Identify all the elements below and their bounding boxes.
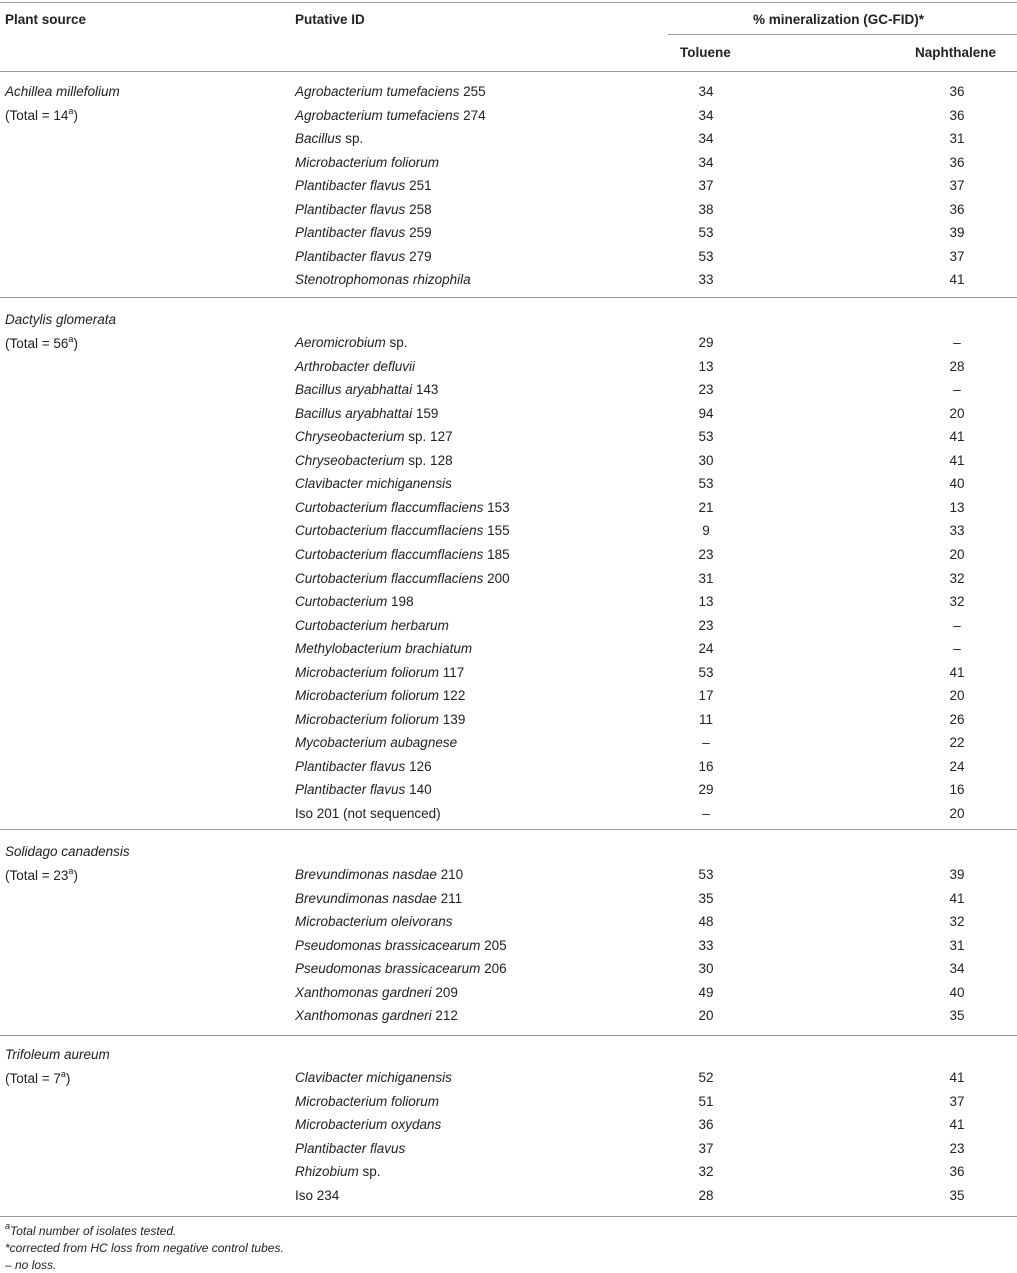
toluene-value-text: –: [702, 735, 710, 750]
plant-total-label: (Total = 7: [5, 1071, 61, 1086]
species-name: Chryseobacterium: [295, 429, 405, 444]
species-name: Curtobacterium flaccumflaciens: [295, 500, 484, 515]
putative-id: [295, 1117, 441, 1133]
putative-id: [295, 782, 432, 798]
header-plant-source: Plant source: [5, 12, 87, 27]
toluene-value-text: 11: [699, 712, 714, 727]
toluene-value-text: 29: [698, 782, 714, 797]
species-name: Curtobacterium herbarum: [295, 618, 449, 633]
species-name: Microbacterium foliorum: [295, 1094, 440, 1109]
putative-id: [295, 335, 408, 351]
species-name: Microbacterium foliorum: [295, 688, 440, 703]
toluene-value-text: 13: [698, 359, 714, 374]
strain-number: sp.: [358, 1164, 381, 1179]
plant-total-close: ): [73, 108, 78, 123]
species-name: Curtobacterium flaccumflaciens: [295, 523, 484, 538]
putative-id: [295, 806, 441, 822]
strain-number: 185: [483, 547, 510, 562]
toluene-value-text: 33: [698, 938, 714, 953]
species-name: Plantibacter flavus: [295, 225, 406, 240]
toluene-value-text: 38: [698, 202, 714, 217]
putative-id: [295, 272, 471, 288]
naphthalene-value-text: 35: [949, 1188, 965, 1203]
toluene-value-text: 37: [698, 178, 714, 193]
species-name: Plantibacter flavus: [295, 1141, 406, 1156]
strain-number: Iso 234: [295, 1188, 340, 1203]
naphthalene-value-text: 22: [949, 735, 965, 750]
toluene-value-text: 53: [698, 476, 714, 491]
toluene-value-text: 30: [698, 961, 714, 976]
strain-number: sp. 128: [404, 453, 453, 468]
putative-id: [295, 249, 432, 265]
strain-number: sp.: [385, 335, 408, 350]
plant-total: [5, 1071, 70, 1087]
toluene-value-text: 48: [698, 914, 714, 929]
toluene-value-text: 23: [698, 382, 714, 397]
footnote-no-loss: – no loss.: [5, 1258, 57, 1272]
strain-number: 126: [405, 759, 432, 774]
species-name: Stenotrophomonas rhizophila: [295, 272, 471, 287]
naphthalene-value-text: 41: [949, 891, 965, 906]
group-rule: [0, 1035, 1017, 1036]
naphthalene-value-text: 40: [949, 985, 965, 1000]
strain-number: 274: [459, 108, 486, 123]
toluene-value-text: 35: [698, 891, 714, 906]
toluene-value-text: 36: [698, 1117, 714, 1132]
putative-id: [295, 759, 432, 775]
toluene-value-text: 28: [698, 1188, 714, 1203]
toluene-value-text: 13: [698, 594, 714, 609]
strain-number: 209: [431, 985, 458, 1000]
strain-number: 200: [483, 571, 510, 586]
naphthalene-value-text: 31: [949, 938, 965, 953]
strain-number: 159: [412, 406, 439, 421]
species-name: Curtobacterium: [295, 594, 388, 609]
bottom-rule: [0, 1216, 1017, 1217]
toluene-value-text: 34: [698, 84, 714, 99]
putative-id: [295, 594, 414, 610]
plant-total: [5, 108, 78, 124]
naphthalene-value-text: 37: [949, 1094, 965, 1109]
naphthalene-value-text: 41: [949, 429, 965, 444]
species-name: Bacillus: [295, 131, 342, 146]
group-rule: [0, 297, 1017, 298]
putative-id: [295, 225, 432, 241]
species-name: Xanthomonas gardneri: [295, 985, 432, 1000]
plant-name: Solidago canadensis: [5, 844, 130, 859]
species-name: Plantibacter flavus: [295, 178, 406, 193]
plant-total-close: ): [73, 336, 78, 351]
putative-id: [295, 523, 510, 539]
species-name: Plantibacter flavus: [295, 782, 406, 797]
putative-id: [295, 938, 507, 954]
toluene-value-text: 24: [698, 641, 714, 656]
naphthalene-value-text: 40: [949, 476, 965, 491]
naphthalene-value-text: 31: [949, 131, 965, 146]
group-rule: [0, 829, 1017, 830]
species-name: Microbacterium foliorum: [295, 155, 440, 170]
naphthalene-value-text: 26: [949, 712, 965, 727]
strain-number: 122: [439, 688, 466, 703]
naphthalene-value-text: 36: [949, 202, 965, 217]
putative-id: [295, 688, 465, 704]
putative-id: [295, 914, 453, 930]
species-name: Agrobacterium tumefaciens: [295, 108, 460, 123]
naphthalene-value-text: 41: [949, 1070, 965, 1085]
putative-id: [295, 1094, 439, 1110]
toluene-value-text: 34: [698, 155, 714, 170]
putative-id: [295, 131, 363, 147]
strain-number: 143: [412, 382, 439, 397]
toluene-value-text: 53: [698, 665, 714, 680]
species-name: Chryseobacterium: [295, 453, 405, 468]
plant-total-label: (Total = 23: [5, 868, 69, 883]
toluene-value-text: 23: [698, 618, 714, 633]
strain-number: 210: [436, 867, 464, 882]
putative-id: [295, 961, 507, 977]
species-name: Bacillus aryabhattai: [295, 406, 413, 421]
toluene-value-text: 52: [698, 1070, 714, 1085]
putative-id: [295, 108, 486, 124]
header-toluene: Toluene: [680, 45, 731, 60]
species-name: Aeromicrobium: [295, 335, 386, 350]
strain-number: 153: [483, 500, 510, 515]
strain-number: Iso 201 (not sequenced): [295, 806, 441, 821]
footnote-a: $^a$Total number of isolates tested.: [5, 1221, 177, 1238]
strain-number: 206: [480, 961, 507, 976]
putative-id: [295, 500, 510, 516]
strain-number: 258: [405, 202, 432, 217]
naphthalene-value-text: 35: [949, 1008, 965, 1023]
putative-id: [295, 406, 438, 422]
toluene-value-text: 53: [698, 867, 714, 882]
toluene-value-text: 33: [698, 272, 714, 287]
naphthalene-value-text: 41: [949, 453, 965, 468]
header-mineralization: % mineralization (GC-FID)*: [753, 12, 925, 27]
species-name: Plantibacter flavus: [295, 202, 406, 217]
strain-number: 140: [405, 782, 432, 797]
naphthalene-value-text: 41: [949, 272, 965, 287]
toluene-value-text: 23: [698, 547, 714, 562]
putative-id: [295, 476, 452, 492]
naphthalene-value-text: 39: [949, 867, 965, 882]
strain-number: sp.: [341, 131, 364, 146]
naphthalene-value-text: –: [953, 382, 961, 397]
toluene-value-text: 37: [698, 1141, 714, 1156]
plant-total-close: ): [73, 868, 78, 883]
putative-id: [295, 178, 432, 194]
species-name: Microbacterium oxydans: [295, 1117, 442, 1132]
putative-id: [295, 1164, 381, 1180]
putative-id: [295, 202, 432, 218]
plant-total-superscript: a: [68, 106, 74, 116]
putative-id: [295, 665, 464, 681]
naphthalene-value-text: 20: [949, 547, 965, 562]
putative-id: [295, 867, 463, 883]
strain-number: 279: [405, 249, 432, 264]
naphthalene-value-text: 32: [949, 594, 965, 609]
naphthalene-value-text: 39: [949, 225, 965, 240]
naphthalene-value-text: 36: [949, 108, 965, 123]
plant-total-label: (Total = 14: [5, 108, 69, 123]
plant-total-superscript: a: [68, 334, 74, 344]
naphthalene-value-text: 20: [949, 806, 965, 821]
strain-number: 117: [439, 665, 465, 680]
toluene-value-text: 51: [698, 1094, 714, 1109]
species-name: Curtobacterium flaccumflaciens: [295, 571, 484, 586]
species-name: Mycobacterium aubagnese: [295, 735, 458, 750]
toluene-value-text: 49: [698, 985, 714, 1000]
footnote-corrected: *corrected from HC loss from negative control tubes.: [5, 1241, 284, 1255]
naphthalene-value-text: 20: [949, 688, 965, 703]
toluene-value-text: 53: [698, 429, 714, 444]
strain-number: 198: [387, 594, 414, 609]
naphthalene-value-text: 20: [949, 406, 965, 421]
plant-total-close: ): [65, 1071, 71, 1086]
putative-id: [295, 453, 453, 469]
naphthalene-value-text: 28: [949, 359, 965, 374]
species-name: Brevundimonas nasdae: [295, 867, 437, 882]
species-name: Microbacterium foliorum: [295, 665, 440, 680]
putative-id: [295, 1008, 458, 1024]
header-rule: [0, 71, 1017, 72]
species-name: Pseudomonas brassicacearum: [295, 938, 481, 953]
naphthalene-value-text: 32: [949, 571, 965, 586]
naphthalene-value-text: 37: [949, 249, 965, 264]
toluene-value-text: 16: [698, 759, 714, 774]
naphthalene-value-text: 36: [949, 155, 965, 170]
naphthalene-value-text: 33: [949, 523, 965, 538]
toluene-value-text: 20: [698, 1008, 714, 1023]
putative-id: [295, 84, 486, 100]
strain-number: 211: [436, 891, 463, 906]
naphthalene-value-text: –: [953, 335, 961, 350]
naphthalene-value-text: 13: [949, 500, 965, 515]
species-name: Rhizobium: [295, 1164, 359, 1179]
plant-total-superscript: a: [68, 866, 74, 876]
putative-id: [295, 571, 510, 587]
strain-number: 155: [483, 523, 510, 538]
putative-id: [295, 735, 457, 751]
putative-id: [295, 382, 438, 398]
toluene-value-text: 21: [698, 500, 714, 515]
species-name: Xanthomonas gardneri: [295, 1008, 432, 1023]
plant-total: [5, 868, 78, 884]
species-name: Brevundimonas nasdae: [295, 891, 437, 906]
species-name: Clavibacter michiganensis: [295, 1070, 452, 1085]
strain-number: 251: [405, 178, 432, 193]
toluene-value-text: 30: [698, 453, 714, 468]
naphthalene-value-text: 23: [949, 1141, 965, 1156]
putative-id: [295, 1141, 405, 1157]
putative-id: [295, 547, 510, 563]
species-name: Plantibacter flavus: [295, 249, 406, 264]
naphthalene-value-text: 24: [949, 759, 965, 774]
naphthalene-value-text: 41: [949, 665, 965, 680]
species-name: Microbacterium oleivorans: [295, 914, 453, 929]
species-name: Curtobacterium flaccumflaciens: [295, 547, 484, 562]
putative-id: [295, 429, 453, 445]
putative-id: [295, 1070, 452, 1086]
putative-id: [295, 641, 472, 657]
naphthalene-value-text: 41: [949, 1117, 965, 1132]
putative-id: [295, 891, 462, 907]
species-name: Agrobacterium tumefaciens: [295, 84, 460, 99]
putative-id: [295, 985, 458, 1001]
naphthalene-value-text: 16: [949, 782, 965, 797]
strain-number: 259: [405, 225, 432, 240]
toluene-value-text: –: [702, 806, 710, 821]
header-subrule: [668, 34, 1017, 35]
species-name: Methylobacterium brachiatum: [295, 641, 473, 656]
strain-number: 212: [431, 1008, 458, 1023]
strain-number: 255: [459, 84, 486, 99]
naphthalene-value-text: 34: [949, 961, 965, 976]
strain-number: 139: [439, 712, 466, 727]
species-name: Pseudomonas brassicacearum: [295, 961, 481, 976]
putative-id: [295, 359, 415, 375]
toluene-value-text: 94: [698, 406, 714, 421]
plant-total-label: (Total = 56: [5, 336, 69, 351]
naphthalene-value-text: 37: [949, 178, 965, 193]
putative-id: [295, 712, 465, 728]
species-name: Bacillus aryabhattai: [295, 382, 413, 397]
strain-number: 205: [480, 938, 507, 953]
plant-total-superscript: a: [60, 1069, 66, 1079]
naphthalene-value-text: 36: [949, 84, 965, 99]
toluene-value-text: 17: [698, 688, 714, 703]
putative-id: [295, 618, 449, 634]
toluene-value-text: 34: [698, 108, 714, 123]
plant-name: Achillea millefolium: [5, 84, 120, 99]
toluene-value-text: 9: [702, 523, 710, 538]
strain-number: sp. 127: [404, 429, 453, 444]
species-name: Clavibacter michiganensis: [295, 476, 452, 491]
naphthalene-value-text: –: [953, 618, 961, 633]
toluene-value-text: 34: [698, 131, 714, 146]
header-naphthalene: Naphthalene: [915, 45, 997, 60]
header-putative-id: Putative ID: [295, 12, 365, 27]
putative-id: [295, 1188, 339, 1204]
toluene-value-text: 53: [698, 249, 714, 264]
toluene-value-text: 29: [698, 335, 714, 350]
top-rule: [0, 2, 1017, 3]
plant-name: Dactylis glomerata: [5, 312, 117, 327]
species-name: Arthrobacter defluvii: [295, 359, 416, 374]
putative-id: [295, 155, 439, 171]
toluene-value-text: 32: [698, 1164, 714, 1179]
naphthalene-value-text: –: [953, 641, 961, 656]
toluene-value-text: 31: [698, 571, 714, 586]
species-name: Microbacterium foliorum: [295, 712, 440, 727]
plant-name: Trifoleum aureum: [5, 1047, 110, 1062]
plant-total: [5, 336, 78, 352]
toluene-value-text: 53: [698, 225, 714, 240]
naphthalene-value-text: 36: [949, 1164, 965, 1179]
naphthalene-value-text: 32: [949, 914, 965, 929]
species-name: Plantibacter flavus: [295, 759, 406, 774]
